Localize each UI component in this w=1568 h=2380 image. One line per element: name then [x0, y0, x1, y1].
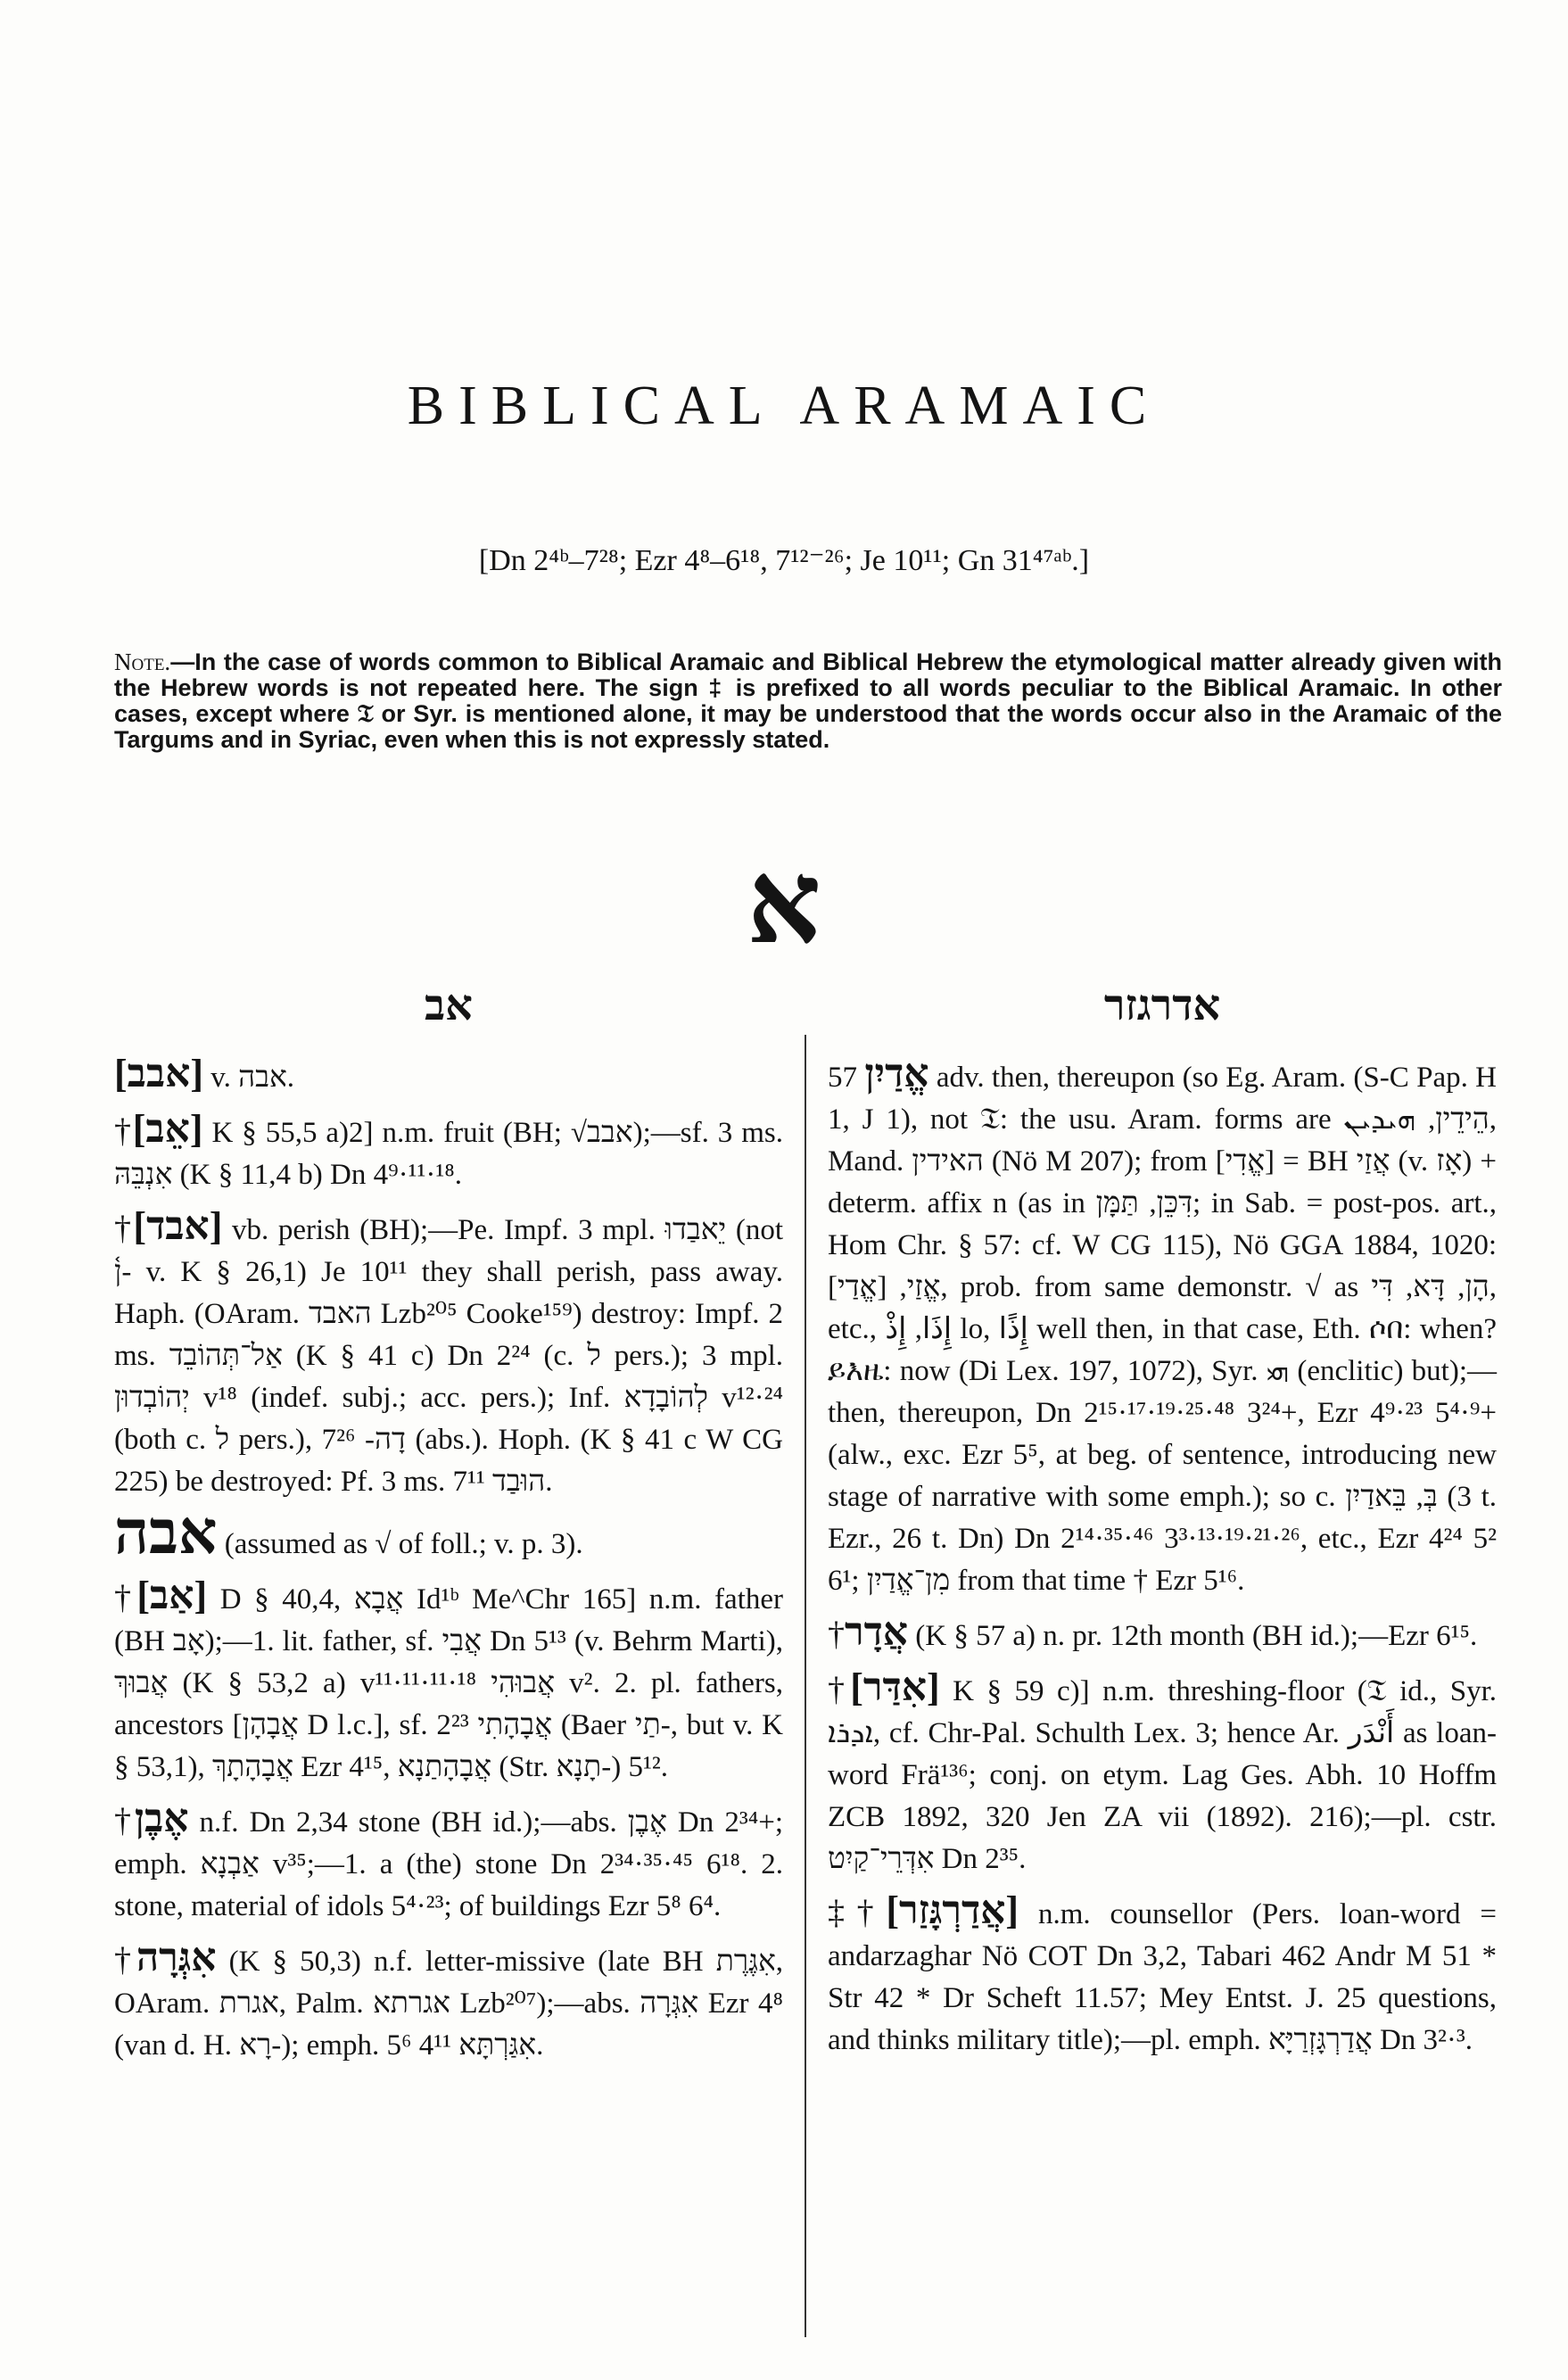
entry-text: K § 59 c)] n.m. threshing-floor (𝔗 id., Syr. ܐܕܪܐ, cf. Chr-Pal. Schulth Lex. 3; hence Ar. أَنْدَر as loan-word Frä¹³⁶; conj. on etym. Lag Ges. Abh. 10 Hoffm ZCB 1892, 320 Jen ZA vii (1892). 216);—pl. cstr. אִדְּרֵי־קַיִט Dn 2³⁵.: [828, 1675, 1498, 1875]
entry-mark: ‡†: [828, 1894, 887, 1931]
dictionary-entry: [114, 1797, 783, 1928]
section-letter: א: [747, 839, 821, 968]
note-label: Note.: [114, 649, 171, 675]
left-column: [114, 981, 783, 2076]
dictionary-entry: [114, 1574, 783, 1789]
entry-headword: [אִדַּר]: [850, 1665, 940, 1709]
page-title: BIBLICAL ARAMAIC: [407, 376, 1161, 436]
dictionary-entry: [828, 1053, 1497, 1602]
entry-text: K § 55,5 a)2] n.m. fruit (BH; √אבב);—sf. 3 ms. אִנְבֵּהּ (K § 11,4 b) Dn 4⁹·¹¹·¹⁸.: [114, 1117, 784, 1191]
right-column: [828, 981, 1497, 2070]
entry-headword: אֶבֶן: [134, 1797, 189, 1840]
entry-headword: [אֲדַרְגָּזַר]: [886, 1888, 1019, 1932]
entry-mark: †: [828, 1616, 845, 1653]
entry-text: (K § 57 a) n. pr. 12th month (BH id.);—Ezr 6¹⁵.: [908, 1620, 1478, 1652]
entry-headword: אֲדָר: [845, 1610, 909, 1654]
dictionary-entry: [828, 1666, 1497, 1880]
note-text: —In the case of words common to Biblical Aramaic and Biblical Hebrew the etymological matter already given with the Hebrew words is not repeated here. The sign ‡ is prefixed to all words peculiar to the Biblical Aramaic. In other cases, except where 𝔗 or Syr. is mentioned alone, it may be understood that the words occur also in the Aramaic of the Targums and in Syriac, even when this is not expressly stated.: [114, 649, 1502, 753]
editorial-note: [114, 649, 1502, 753]
dictionary-entry: [114, 1499, 783, 1566]
entry-mark: †: [828, 1671, 851, 1708]
dictionary-entry: [114, 1053, 783, 1099]
entry-text: vb. perish (BH);—Pe. Impf. 3 mpl. יֵאבַדוּ (not ן֫- v. K § 26,1) Je 10¹¹ they shall perish, pass away. Haph. (OAram. האבד Lzb²⁰⁵ Cooke¹⁵⁹) destroy: Impf. 2 ms. אַל־תְּהוֹבֵד (K § 41 c) Dn 2²⁴ (c. ל pers.); 3 mpl. יְהוֹבְדוּן v¹⁸ (indef. subj.; acc. pers.); Inf. לְהוֹבָדָא v¹²·²⁴ (both c. ל pers.), דָה- 7²⁶ (abs.). Hoph. (K § 41 c W CG 225) be destroyed: Pf. 3 ms. הוּבַד 7¹¹.: [114, 1214, 784, 1498]
entry-text: v. אבה.: [202, 1062, 295, 1094]
dictionary-entry: [114, 1108, 783, 1196]
column-divider: [805, 1035, 806, 2337]
entry-headword: [אֵב]: [132, 1107, 203, 1151]
book-references: [Dn 2⁴ᵇ–7²⁸; Ezr 4⁸–6¹⁸, 7¹²⁻²⁶; Je 10¹¹; Gn 31⁴⁷ᵃᵇ.]: [478, 544, 1090, 577]
entry-mark: †: [114, 1802, 135, 1839]
dictionary-entry: [828, 1889, 1497, 2062]
left-column-header: אב: [425, 982, 473, 1029]
right-column-header: אדרגזר: [1103, 982, 1221, 1029]
dictionary-entry: [828, 1611, 1497, 1657]
entry-headword: [אַב]: [136, 1574, 208, 1617]
entry-text: 57 adv. then, thereupon (so Eg. Aram. (S-C Pap. H 1, J 1), not 𝔗: the usu. Aram. forms are הֵידֵין, ܗܝܕܝܢ, Mand. האידין (Nö M 207); from [אֱדִי] = BH אֲזַי (v. אָז) + determ. affix n (as in דִּכֵּן, תַּמָּן; in Sab. = post-pos. art., Hom Chr. § 57: cf. W CG 115), Nö GGA 1884, 1020: אֱזַי, [אֱדַי], prob. from same demonstr. √ as הָן, דָּא, דִּי, etc., إِذَا, إِذْ lo, إِذًا well then, in that case, Eth. ሶበ: when? ይእዜ: now (Di Lex. 197, 1072), Syr. ܗܝ (enclitic) but);—then, thereupon, Dn 2¹⁵·¹⁷·¹⁹·²⁵·⁴⁸ 3²⁴+, Ezr 4⁹·²³ 5⁴·⁹+ (alw., exc. Ezr 5⁵, at beg. of sentence, introducing new stage of narrative with some emph.); so c. בְּ, בֵּאדַיִן (3 t. Ezr., 26 t. Dn) Dn 2¹⁴·³⁵·⁴⁶ 3³·¹³·¹⁹·²¹·²⁶, etc., Ezr 4²⁴ 5² 6¹; מִן־אֱדַיִן from that time † Ezr 5¹⁶.: [828, 1062, 1498, 1597]
entry-text: D § 40,4, אֲבָא Id¹ᵇ Me^Chr 165] n.m. father (BH אָב);—1. lit. father, sf. אֲבִי Dn 5¹³ (v. Behrm Marti), אֲבוּךְ (K § 53,2 a) v¹¹·¹¹·¹¹·¹⁸ אֲבוּהִי v². 2. pl. fathers, ancestors [אֲבָהָן D l.c.], sf. אֲבָהָתִי 2²³ (Baer תַי-, but v. K § 53,1), אֲבָהָתָךְ Ezr 4¹⁵, אֲבָהָתַנָא (Str. תָנָא-) 5¹².: [114, 1583, 783, 1783]
entry-headword: אֱדַיִן: [864, 1052, 929, 1095]
entry-text: (assumed as √ of foll.; v. p. 3).: [217, 1528, 583, 1560]
entry-text: n.m. counsellor (Pers. loan-word = andarzaghar Nö COT Dn 3,2, Tabari 462 Andr M 51 * Str 42 * Dr Scheft 11.57; Mey Entst. J. 25 questions, and thinks military title);—pl. emph. אֲדַרְגָּזְרַיָּא Dn 3²·³.: [828, 1898, 1497, 2056]
dictionary-entry: [114, 1205, 783, 1503]
entry-text: (K § 50,3) n.f. letter-missive (late BH אִגֶּרֶת, OAram. אגרת, Palm. אגרתא Lzb²⁰⁷);—abs. אִגְּרָה Ezr 4⁸ (van d. H. רָא-); emph. אִגַּרְתָּא 4¹¹ 5⁶.: [114, 1946, 784, 2062]
entry-headword: [אבב]: [114, 1052, 203, 1095]
entry-headword: אבה: [114, 1499, 218, 1566]
entry-headword: [אבד]: [133, 1204, 223, 1248]
entry-headword: אִגְּרָה: [136, 1936, 217, 1979]
entry-mark: †: [114, 1112, 133, 1150]
dictionary-entry: [114, 1937, 783, 2067]
entry-mark: †: [114, 1210, 134, 1247]
entry-text: n.f. Dn 2,34 stone (BH id.);—abs. אֶבֶן Dn 2³⁴+; emph. אַבְנָא v³⁵;—1. a (the) stone Dn 2³⁴·³⁵·⁴⁵ 6¹⁸. 2. stone, material of idols 5⁴·²³; of buildings Ezr 5⁸ 6⁴.: [114, 1806, 783, 1922]
entry-mark: †: [114, 1941, 136, 1979]
entry-mark: †: [114, 1579, 137, 1616]
